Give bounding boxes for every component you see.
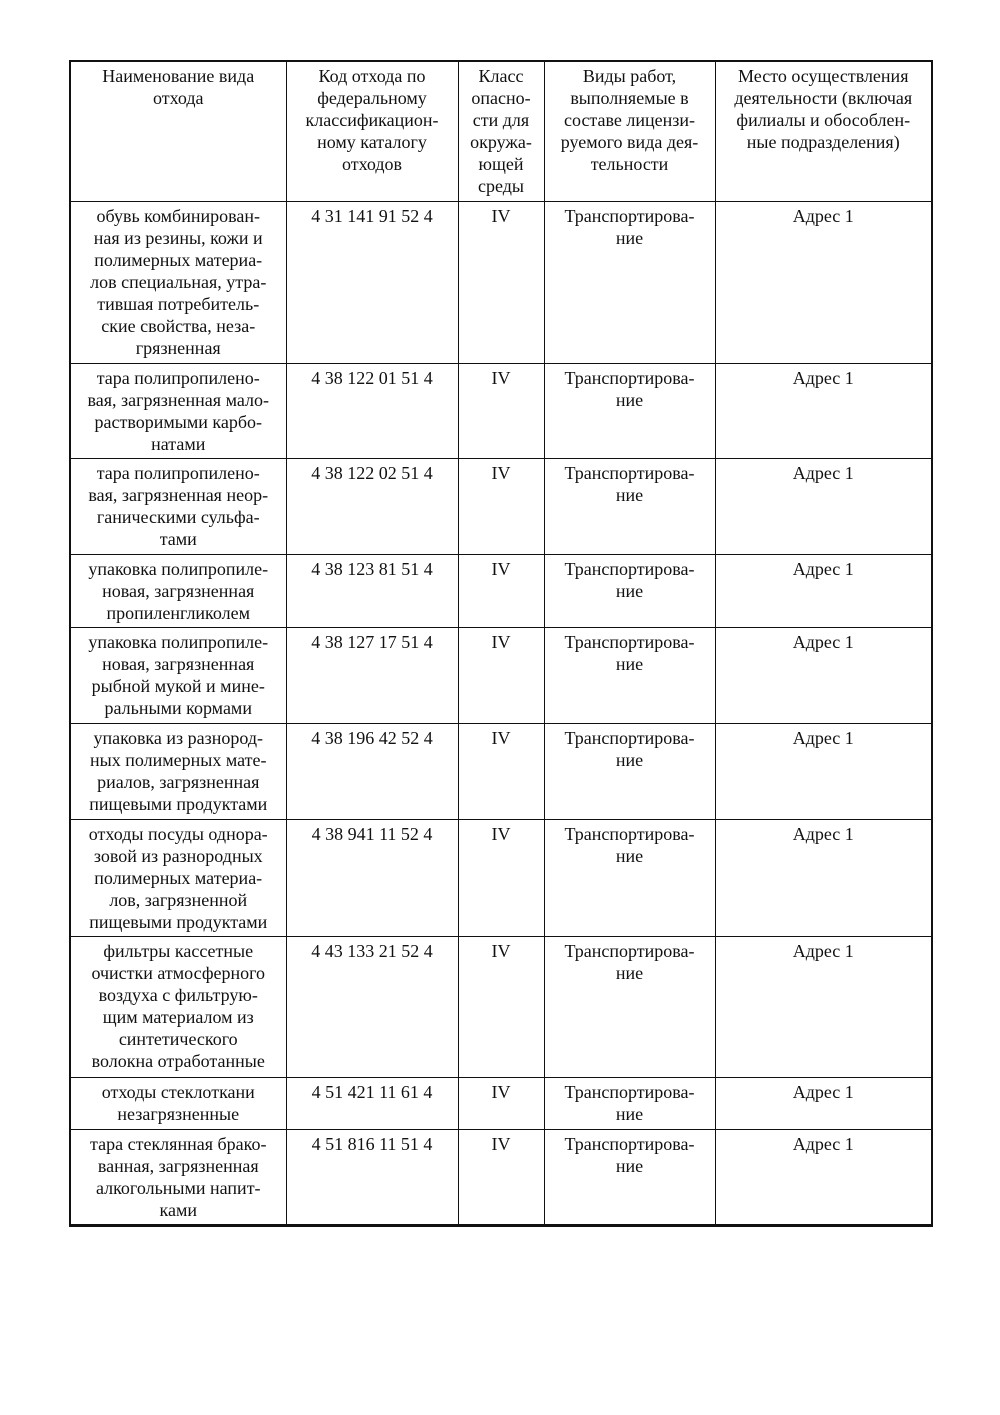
table-row	[70, 936, 932, 1077]
location: Адрес 1	[792, 940, 854, 961]
hazard-class-cell	[458, 363, 544, 458]
location: Адрес 1	[792, 727, 854, 748]
work-type-cell	[544, 1129, 715, 1225]
text-line: ные подразделения)	[746, 132, 900, 152]
text-line: очистки атмосферного	[91, 962, 266, 983]
text-line: деятельности (включая	[734, 88, 913, 108]
hazard-class-cell	[458, 458, 544, 554]
text-line: Транспортирова-	[564, 1133, 695, 1154]
text-line: щим материалом из	[102, 1006, 254, 1027]
text-line: Наименование вида	[102, 66, 255, 86]
table-row	[70, 723, 932, 819]
location: Адрес 1	[792, 1081, 854, 1102]
text-line: растворимыми карбо-	[94, 411, 262, 432]
text-line: вая, загрязненная мало-	[87, 389, 269, 410]
location-cell	[715, 936, 932, 1077]
text-line: Класс	[478, 66, 524, 86]
text-line: ние	[615, 1103, 644, 1124]
hazard-class-cell	[458, 627, 544, 723]
location: Адрес 1	[792, 631, 854, 652]
text-line: натами	[151, 433, 206, 454]
text-line: Транспортирова-	[564, 558, 695, 579]
text-line: ная из резины, кожи и	[93, 227, 263, 248]
text-line: ние	[615, 962, 644, 983]
text-line: среды	[478, 176, 524, 196]
table-row	[70, 458, 932, 554]
waste-code: 4 31 141 91 52 4	[311, 205, 433, 226]
text-line: фильтры кассетные	[103, 940, 254, 961]
waste-license-table	[69, 60, 933, 1227]
hazard-class-cell	[458, 723, 544, 819]
location-cell	[715, 1077, 932, 1129]
work-type-cell	[544, 458, 715, 554]
text-line: ские свойства, неза-	[101, 315, 256, 336]
text-line: ние	[615, 653, 644, 674]
text-line: алкогольными напит-	[95, 1177, 261, 1198]
text-line: лов специальная, утра-	[90, 271, 267, 292]
text-line: упаковка полипропиле-	[88, 558, 269, 579]
table-header-row	[70, 61, 932, 201]
table-row	[70, 554, 932, 627]
location: Адрес 1	[792, 558, 854, 579]
header-work-types	[544, 61, 715, 201]
waste-code: 4 38 122 02 51 4	[311, 462, 433, 483]
text-line: тара стеклянная брако-	[90, 1133, 267, 1154]
text-line: тара полипропилено-	[96, 462, 260, 483]
hazard-class-cell	[458, 1077, 544, 1129]
table-row	[70, 627, 932, 723]
location: Адрес 1	[792, 205, 854, 226]
waste-code: 4 38 196 42 52 4	[311, 727, 433, 748]
header-hazard-class	[458, 61, 544, 201]
table-row	[70, 201, 932, 363]
text-line: тара полипропилено-	[96, 367, 260, 388]
text-line: окружа-	[470, 132, 532, 152]
waste-code: 4 51 816 11 51 4	[311, 1133, 433, 1154]
location-cell	[715, 1129, 932, 1225]
text-line: филиалы и обособлен-	[736, 110, 911, 130]
location: Адрес 1	[792, 1133, 854, 1154]
text-line: классификацион-	[305, 110, 439, 130]
text-line: выполняемые в	[570, 88, 689, 108]
hazard-class-cell	[458, 936, 544, 1077]
text-line: пропиленгликолем	[106, 602, 251, 623]
text-line: ками	[159, 1199, 197, 1220]
hazard-class: IV	[491, 727, 511, 748]
hazard-class-cell	[458, 819, 544, 936]
work-type-cell	[544, 819, 715, 936]
work-type-cell	[544, 201, 715, 363]
location-cell	[715, 554, 932, 627]
text-line: ние	[615, 1155, 644, 1176]
text-line: ральными кормами	[104, 697, 252, 718]
text-line: федеральному	[317, 88, 427, 108]
text-line: опасно-	[471, 88, 531, 108]
text-line: полимерных материа-	[94, 249, 263, 270]
text-line: обувь комбинирован-	[96, 205, 260, 226]
text-line: руемого вида дея-	[560, 132, 699, 152]
table-row	[70, 1129, 932, 1225]
text-line: рыбной мукой и мине-	[91, 675, 265, 696]
text-line: ние	[615, 580, 644, 601]
waste-code-cell	[286, 627, 458, 723]
waste-code: 4 43 133 21 52 4	[311, 940, 433, 961]
text-line: синтетического	[118, 1028, 238, 1049]
waste-name-cell	[70, 201, 286, 363]
table-row	[70, 363, 932, 458]
text-line: отходов	[341, 154, 403, 174]
header-activity-location	[715, 61, 932, 201]
waste-code-cell	[286, 723, 458, 819]
hazard-class-cell	[458, 1129, 544, 1225]
text-line: тельности	[590, 154, 669, 174]
text-line: тившая потребитель-	[97, 293, 260, 314]
text-line: отхода	[152, 88, 204, 108]
location-cell	[715, 363, 932, 458]
text-line: ганическими сульфа-	[96, 506, 260, 527]
text-line: новая, загрязненная	[102, 580, 255, 601]
text-line: Транспортирова-	[564, 631, 695, 652]
table-row	[70, 1077, 932, 1129]
text-line: воздуха с фильтрую-	[98, 984, 258, 1005]
text-line: сти для	[472, 110, 530, 130]
text-line: упаковка из разнород-	[93, 727, 264, 748]
hazard-class: IV	[491, 367, 511, 388]
text-line: незагрязненные	[117, 1103, 240, 1124]
waste-code: 4 38 123 81 51 4	[311, 558, 433, 579]
text-line: Виды работ,	[582, 66, 677, 86]
text-line: Транспортирова-	[564, 823, 695, 844]
waste-code-cell	[286, 1129, 458, 1225]
text-line: упаковка полипропиле-	[88, 631, 269, 652]
waste-code: 4 38 127 17 51 4	[311, 631, 433, 652]
text-line: ние	[615, 484, 644, 505]
waste-name-cell	[70, 936, 286, 1077]
location-cell	[715, 627, 932, 723]
location: Адрес 1	[792, 823, 854, 844]
text-line: Транспортирова-	[564, 1081, 695, 1102]
text-line: ющей	[478, 154, 524, 174]
waste-name-cell	[70, 1129, 286, 1225]
text-line: Код отхода по	[318, 66, 426, 86]
waste-name-cell	[70, 1077, 286, 1129]
location-cell	[715, 201, 932, 363]
waste-code-cell	[286, 936, 458, 1077]
work-type-cell	[544, 723, 715, 819]
text-line: риалов, загрязненная	[97, 771, 260, 792]
text-line: тами	[159, 528, 197, 549]
location: Адрес 1	[792, 367, 854, 388]
header-waste-code	[286, 61, 458, 201]
header-waste-name	[70, 61, 286, 201]
waste-code: 4 38 941 11 52 4	[311, 823, 433, 844]
hazard-class-cell	[458, 554, 544, 627]
waste-code-cell	[286, 1077, 458, 1129]
waste-code: 4 51 421 11 61 4	[311, 1081, 433, 1102]
work-type-cell	[544, 554, 715, 627]
table-body	[70, 201, 932, 1225]
hazard-class: IV	[491, 558, 511, 579]
text-line: ние	[615, 227, 644, 248]
location-cell	[715, 723, 932, 819]
text-line: ванная, загрязненная	[97, 1155, 259, 1176]
text-line: составе лицензи-	[564, 110, 695, 130]
text-line: отходы стеклоткани	[101, 1081, 255, 1102]
hazard-class: IV	[491, 205, 511, 226]
text-line: ние	[615, 749, 644, 770]
waste-name-cell	[70, 627, 286, 723]
waste-code-cell	[286, 458, 458, 554]
text-line: Транспортирова-	[564, 940, 695, 961]
text-line: полимерных материа-	[94, 867, 263, 888]
waste-name-cell	[70, 819, 286, 936]
hazard-class: IV	[491, 462, 511, 483]
waste-code-cell	[286, 819, 458, 936]
work-type-cell	[544, 1077, 715, 1129]
text-line: вая, загрязненная неор-	[88, 484, 269, 505]
work-type-cell	[544, 363, 715, 458]
text-line: отходы посуды однора-	[88, 823, 268, 844]
text-line: ному каталогу	[317, 132, 427, 152]
location-cell	[715, 458, 932, 554]
waste-code-cell	[286, 554, 458, 627]
waste-name-cell	[70, 554, 286, 627]
hazard-class: IV	[491, 1133, 511, 1154]
text-line: зовой из разнородных	[93, 845, 263, 866]
text-line: Транспортирова-	[564, 205, 695, 226]
location: Адрес 1	[792, 462, 854, 483]
table-row	[70, 819, 932, 936]
work-type-cell	[544, 936, 715, 1077]
waste-code-cell	[286, 201, 458, 363]
text-line: ных полимерных мате-	[90, 749, 267, 770]
text-line: Место осуществления	[738, 66, 909, 86]
waste-name-cell	[70, 723, 286, 819]
text-line: Транспортирова-	[564, 462, 695, 483]
location-cell	[715, 819, 932, 936]
text-line: ние	[615, 389, 644, 410]
text-line: пищевыми продуктами	[89, 911, 268, 932]
text-line: пищевыми продуктами	[89, 793, 268, 814]
work-type-cell	[544, 627, 715, 723]
hazard-class: IV	[491, 1081, 511, 1102]
text-line: грязненная	[135, 337, 221, 358]
waste-code-cell	[286, 363, 458, 458]
waste-name-cell	[70, 458, 286, 554]
hazard-class-cell	[458, 201, 544, 363]
text-line: Транспортирова-	[564, 727, 695, 748]
hazard-class: IV	[491, 631, 511, 652]
text-line: волокна отработанные	[91, 1050, 265, 1071]
text-line: лов, загрязненной	[109, 889, 248, 910]
waste-code: 4 38 122 01 51 4	[311, 367, 433, 388]
text-line: Транспортирова-	[564, 367, 695, 388]
hazard-class: IV	[491, 823, 511, 844]
waste-name-cell	[70, 363, 286, 458]
hazard-class: IV	[491, 940, 511, 961]
text-line: новая, загрязненная	[102, 653, 255, 674]
text-line: ние	[615, 845, 644, 866]
